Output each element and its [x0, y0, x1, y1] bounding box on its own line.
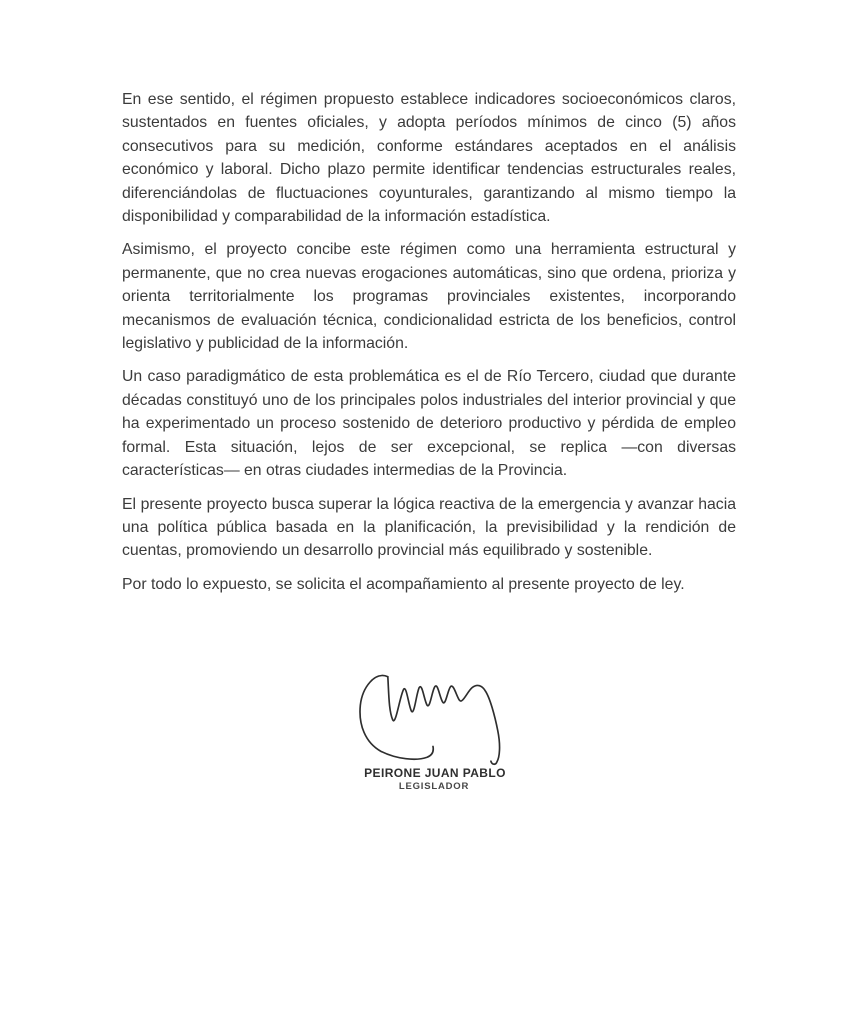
signer-name: PEIRONE JUAN PABLO [364, 766, 506, 780]
paragraph-4: El presente proyecto busca superar la lógica reactiva de la emergencia y avanzar hacia una política pública basada en la planificación, la previsibilidad y la rendición de cuentas, promoviendo un desarrollo provincial más equilibrado y sostenible. [122, 495, 736, 560]
paragraph-2: Asimismo, el proyecto concibe este régimen como una herramienta estructural y permanente, que no crea nuevas erogaciones automáticas, sino que ordena, prioriza y orienta territorialmente los programas provinciales existentes, incorporando mecanismos de evaluación técnica, condicionalidad estricta de los beneficios, control legislativo y publicidad de la información. [122, 241, 736, 353]
paragraph-3: Un caso paradigmático de esta problemática es el de Río Tercero, ciudad que durante décadas constituyó uno de los principales polos industriales del interior provincial y que ha experimentado un proceso sostenido de deterioro productivo y pérdida de empleo formal. Esta situación, lejos de ser excepcional, se replica —con diversas características— en otras ciudades intermedias de la Provincia. [122, 368, 736, 480]
signature-block [0, 660, 854, 800]
paragraph-1: En ese sentido, el régimen propuesto establece indicadores socioeconómicos claros, sustentados en fuentes oficiales, y adopta períodos mínimos de cinco (5) años consecutivos para su medición, conforme estándares aceptados en el análisis económico y laboral. Dicho plazo permite identificar tendencias estructurales reales, diferenciándolas de fluctuaciones coyunturales, garantizando al mismo tiempo la disponibilidad y comparabilidad de la información estadística. [122, 91, 736, 226]
signature-stroke-humps [388, 677, 500, 765]
paragraph-5: Por todo lo expuesto, se solicita el acompañamiento al presente proyecto de ley. [122, 575, 685, 593]
document-body [122, 88, 736, 606]
signer-title: LEGISLADOR [398, 781, 470, 792]
signature-stroke-loop [360, 676, 433, 760]
signature-image [352, 662, 512, 770]
